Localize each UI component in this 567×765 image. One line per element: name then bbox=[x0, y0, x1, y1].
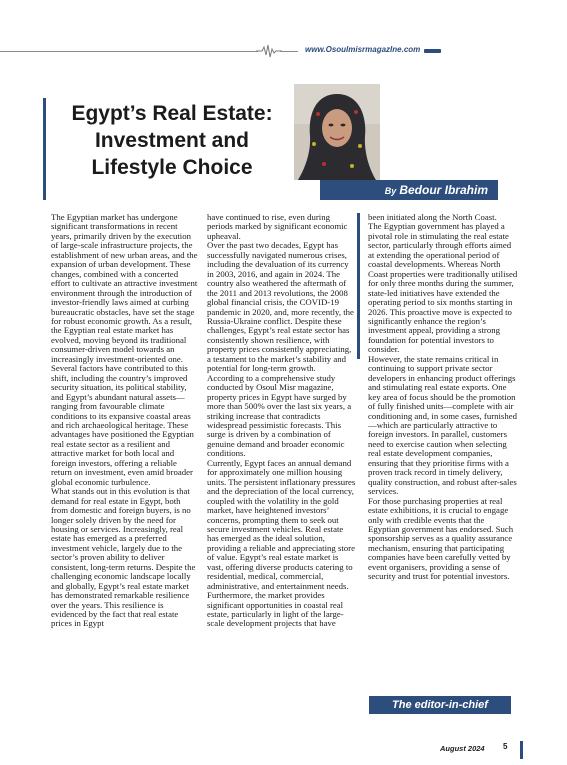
header-accent-bar bbox=[424, 49, 441, 53]
paragraph: Currently, Egypt faces an annual demand for approximately one million housing units. The persistent inflationary pressures and the depreciation of the local currency, coupled with the volatility in the gold market, have heightened investors’ concerns, prompting them to seek out secure investment vehicles. Real estate has emerged as the ideal solution, providing a reliable and appreciating store of value. Egypt’s real estate market is vast, offering diverse products catering to residential, medical, commercial, administrative, and entertainment needs. Furthermore, the market provides significant opportunities in coastal real estate, particularly in light of the large-scale development projects that have bbox=[207, 457, 356, 629]
paragraph: Several factors have contributed to this shift, including the country’s improved security situation, its political stability, and Egypt’s abundant natural assets—ranging from favourable climate conditions to its expansive coastal areas and rich archaeological heritage. These advantages have positioned the Egyptian real estate sector as a resilient and attractive market for both local and foreign investors, offering a reliable return on investment, even amid broader global economic turbulence. bbox=[51, 363, 194, 487]
paragraph: However, the state remains critical in continuing to support private sector developers in enhancing product offerings and stimulating real estate exports. One key area of focus should be the promotion of fully finished units—complete with air conditioning and, in some cases, furnished—which are particularly attractive to foreign investors. In parallel, customers need to exercise caution when selecting real estate development companies, ensuring that they prioritise firms with a proven track record in timely delivery, quality construction, and robust after-sales services. bbox=[368, 353, 517, 497]
paragraph: The Egyptian government has played a pivotal role in stimulating the real estate sector, particularly through efforts aimed at extending the operational period of coastal developments. Whereas North Coast properties were traditionally utilised for only three months during the summer, state-led initiatives have extended the operating period to six months starting in 2026. This proactive move is expected to significantly enhance the region’s investment appeal, providing a strong foundation for potential investors to consider. bbox=[368, 221, 518, 355]
article-title-line: Lifestyle Choice bbox=[91, 156, 253, 179]
page-accent-bar bbox=[520, 741, 523, 759]
magazine-website: www.OsoulmisrmagazIne.com bbox=[305, 45, 421, 54]
article-column-3 bbox=[368, 213, 518, 582]
header-rule-right bbox=[280, 51, 298, 52]
editor-signature: The editor-in-chief bbox=[369, 696, 511, 714]
paragraph: Over the past two decades, Egypt has successfully navigated numerous crises, including the devaluation of its currency in 2003, 2016, and again in 2024. The country also weathered the aftermath of the 2011 and 2013 revolutions, the 2008 global financial crisis, the COVID-19 pandemic in 2020, and, more recently, the Russia-Ukraine conflict. Despite these challenges, Egypt’s real estate sector has consistently shown resilience, with property prices consistently appreciating, a testament to the market’s stability and potential for long-term growth. bbox=[207, 240, 354, 374]
article-title-line: Investment and bbox=[94, 129, 250, 152]
header-rule-left bbox=[0, 51, 258, 52]
paragraph: According to a comprehensive study conducted by Osoul Misr magazine, property prices in Egypt have surged by more than 500% over the last six years, a striking increase that contradicts widespread pessimistic forecasts. This surge is driven by a combination of genuine demand and broader economic conditions. bbox=[207, 372, 352, 459]
article-title bbox=[52, 100, 292, 181]
article-column-1 bbox=[51, 213, 199, 629]
author-name: Bedour Ibrahim bbox=[399, 183, 488, 197]
column-accent-bar bbox=[357, 213, 360, 359]
paragraph: been initiated along the North Coast. bbox=[368, 212, 497, 222]
paragraph: The Egyptian market has undergone significant transformations in recent years, primarily driven by the execution of large-scale infrastructure projects, the establishment of new urban areas, and the expansion of urban development. These changes, combined with a concerted effort to cultivate an attractive investment environment through the introduction of investor-friendly laws aimed at curbing bureaucratic obstacles, have set the stage for robust economic growth. As a result, the Egyptian real estate market has evolved, moving beyond its traditional consumer-driven model towards an increasingly investment-oriented one. bbox=[51, 212, 198, 364]
issue-date: August 2024 bbox=[440, 744, 485, 753]
title-accent-bar bbox=[43, 98, 46, 200]
paragraph: For those purchasing properties at real estate exhibitions, it is crucial to engage only with credible events that the Egyptian government has endorsed. Such sponsorship serves as a quality assurance mechanism, ensuring that participating companies have been carefully vetted by event organisers, providing a sense of security and trust for potential investors. bbox=[368, 495, 514, 582]
article-column-2 bbox=[207, 213, 356, 629]
author-byline bbox=[320, 180, 498, 200]
magazine-header bbox=[0, 44, 567, 58]
page-number: 5 bbox=[503, 742, 508, 751]
heartbeat-wave-icon bbox=[256, 44, 282, 58]
byline-prefix: By bbox=[384, 186, 397, 196]
article-title-line: Egypt’s Real Estate: bbox=[71, 102, 273, 125]
author-portrait bbox=[294, 84, 380, 180]
paragraph: What stands out in this evolution is that demand for real estate in Egypt, both from domestic and foreign buyers, is no longer solely driven by the need for housing or services. Increasingly, real estate has emerged as a preferred investment vehicle, largely due to the sector’s proven ability to deliver consistent, long-term returns. Despite the challenging economic landscape locally and globally, Egypt’s real estate market has demonstrated remarkable resilience over the years. This resilience is evidenced by the fact that real estate prices in Egypt bbox=[51, 486, 196, 629]
paragraph: have continued to rise, even during periods marked by significant economic upheaval. bbox=[207, 212, 348, 241]
